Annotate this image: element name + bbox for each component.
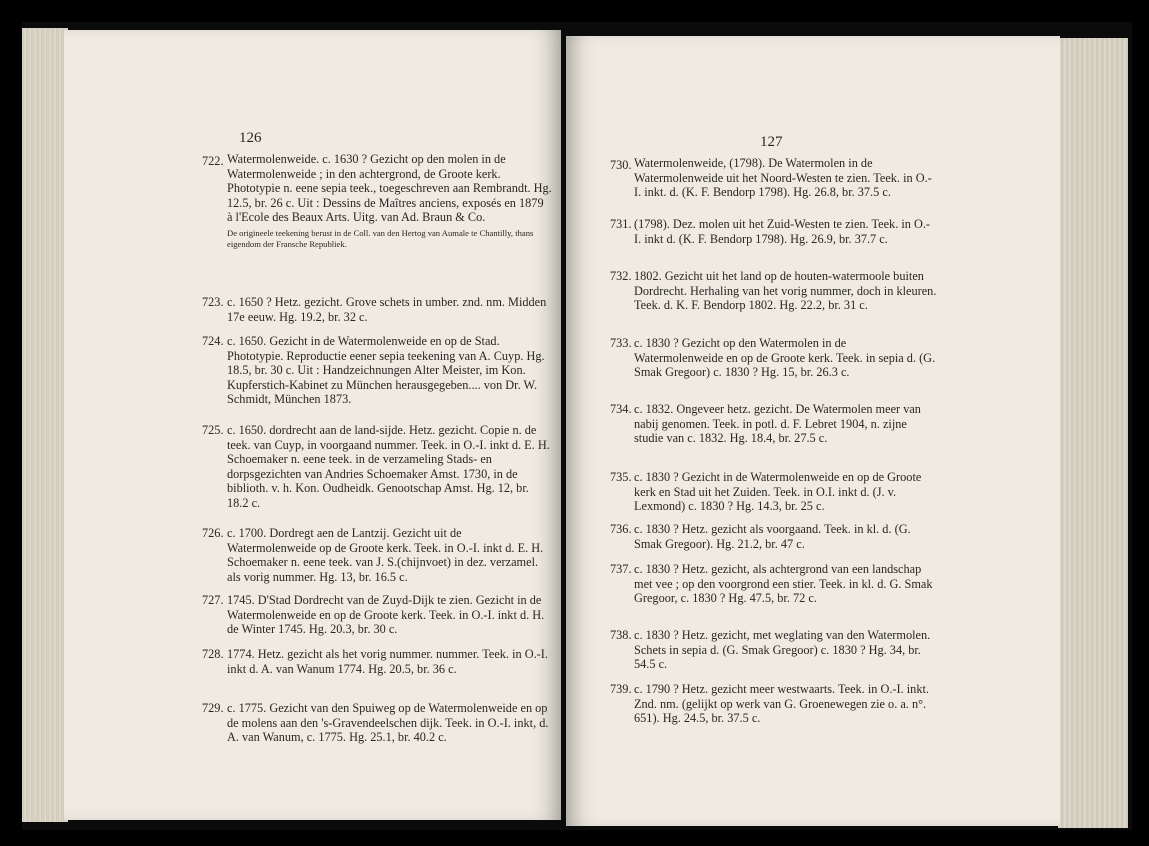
entry-number: 736.: [610, 522, 632, 536]
entry-text: [634, 562, 937, 606]
entry-body: Watermolenweide, (1798). De Watermolen in de Watermolenweide uit het Noord-Westen te zien. Teek. in O.-I. inkt. d. (K. F. Bendorp 1798). Hg. 26.8, br. 37.5 c.: [634, 156, 932, 200]
entry-text: [227, 295, 552, 324]
entry-text: [634, 156, 937, 200]
left-page-edges: [22, 28, 68, 822]
entry-body: (1798). Dez. molen uit het Zuid-Westen te zien. Teek. in O.-I. inkt d. (K. F. Bendorp 1798). Hg. 26.9, br. 37.7 c.: [634, 217, 931, 246]
entry-body: 1745. D'Stad Dordrecht van de Zuyd-Dijk te zien. Gezicht in de Watermolenweide en op de Groote kerk. Teek. in O.-I. inkt d. H. de Winter 1745. Hg. 20.3, br. 30 c.: [227, 593, 545, 637]
entry-text: [227, 647, 552, 676]
entry-body: c. 1650. Gezicht in de Watermolenweide en op de Stad. Phototypie. Reproductie eener sepia teekening van A. Cuyp. Hg. 18.5, br. 30 c. Uit : Handzeichnungen Alter Meister, im Kon. Kupferstich-Kabinet zu München herausgegeben.... von Dr. W. Schmidt, München 1873.: [227, 334, 545, 407]
entry-text: [227, 152, 552, 250]
entry-text: [634, 217, 937, 246]
entry-text: [634, 269, 937, 313]
entry-body: c. 1650 ? Hetz. gezicht. Grove schets in umber. znd. nm. Midden 17e eeuw. Hg. 19.2, br. 32 c.: [227, 295, 547, 324]
entry-number: 724.: [202, 334, 224, 348]
right-page-edges: [1058, 38, 1128, 828]
page-number: 127: [760, 134, 783, 150]
entry-text: [634, 470, 937, 514]
entry-text: [634, 402, 937, 446]
entry-body: c. 1700. Dordregt aen de Lantzij. Gezicht uit de Watermolenweide op de Groote kerk. Teek. in O.-I. inkt d. E. H. Schoemaker n. eene teek. van J. S.(chijnvoet) in dez. verzamel. als vorig nummer. Hg. 13, br. 16.5 c.: [227, 526, 544, 584]
entry-body: c. 1830 ? Hetz. gezicht, als achtergrond van een landschap met vee ; op den voorgrond een stier. Teek. in kl. d. G. Smak Gregoor, c. 1830 ? Hg. 47.5, br. 72 c.: [634, 562, 933, 606]
entry-number: 735.: [610, 470, 632, 484]
entry-number: 733.: [610, 336, 632, 350]
entry-text: [634, 522, 937, 551]
entry-number: 722.: [202, 154, 224, 168]
page-number: 126: [239, 130, 262, 146]
entry-body: c. 1830 ? Hetz. gezicht, met weglating van den Watermolen. Schets in sepia d. (G. Smak Gregoor) c. 1830 ? Hg. 34, br. 54.5 c.: [634, 628, 931, 672]
entry-number: 726.: [202, 526, 224, 540]
entry-body: c. 1832. Ongeveer hetz. gezicht. De Watermolen meer van nabij genomen. Teek. in potl. d. F. Lebret 1904, n. zijne studie van c. 1832. Hg. 18.4, br. 27.5 c.: [634, 402, 921, 446]
entry-number: 738.: [610, 628, 632, 642]
entry-body: c. 1830 ? Hetz. gezicht als voorgaand. Teek. in kl. d. (G. Smak Gregoor). Hg. 21.2, br. 47 c.: [634, 522, 911, 551]
entry-body: c. 1830 ? Gezicht op den Watermolen in de Watermolenweide en op de Groote kerk. Teek. in sepia d. (G. Smak Gregoor) c. 1830 ? Hg. 15, br. 26.3 c.: [634, 336, 936, 380]
entry-text: [634, 682, 937, 726]
entry-body: 1802. Gezicht uit het land op de houten-watermoole buiten Dordrecht. Herhaling van het vorig nummer, doch in kleuren. Teek. d. K. F. Bendorp 1802. Hg. 22.2, br. 31 c.: [634, 269, 937, 313]
entry-number: 734.: [610, 402, 632, 416]
entry-number: 725.: [202, 423, 224, 437]
entry-number: 729.: [202, 701, 224, 715]
entry-number: 730.: [610, 158, 632, 172]
entry-number: 723.: [202, 295, 224, 309]
entry-text: [634, 336, 937, 380]
entry-number: 731.: [610, 217, 632, 231]
entry-number: 739.: [610, 682, 632, 696]
entry-text: [227, 701, 552, 745]
entry-note: De origineele teekening berust in de Coll. van den Hertog van Aumale te Chantilly, thans eigendom der Fransche Republiek.: [227, 227, 534, 249]
entry-number: 727.: [202, 593, 224, 607]
entry-body: c. 1790 ? Hetz. gezicht meer westwaarts. Teek. in O.-I. inkt. Znd. nm. (gelijkt op werk van G. Groenewegen zie o. a. n°. 651). Hg. 24.5, br. 37.5 c.: [634, 682, 929, 726]
entry-text: [634, 628, 937, 672]
entry-number: 732.: [610, 269, 632, 283]
entry-body: c. 1830 ? Gezicht in de Watermolenweide en op de Groote kerk en Stad uit het Zuiden. Teek. in O.I. inkt d. (J. v. Lexmond) c. 1830 ? Hg. 14.3, br. 25 c.: [634, 470, 922, 514]
left-page: [64, 30, 561, 820]
entry-body: 1774. Hetz. gezicht als het vorig nummer. nummer. Teek. in O.-I. inkt d. A. van Wanum 1774. Hg. 20.5, br. 36 c.: [227, 647, 548, 676]
entry-body: c. 1775. Gezicht van den Spuiweg op de Watermolenweide en op de molens aan den 's-Gravendeelschen dijk. Teek. in O.-I. inkt, d. A. van Wanum, c. 1775. Hg. 25.1, br. 40.2 c.: [227, 701, 549, 745]
entry-text: [227, 526, 552, 584]
entry-text: [227, 593, 552, 637]
entry-text: [227, 423, 552, 511]
entry-body: Watermolenweide. c. 1630 ? Gezicht op den molen in de Watermolenweide ; in den achtergrond, de Groote kerk. Phototypie n. eene sepia teek., toegeschreven aan Rembrandt. Hg. 12.5, br. 26 c. Uit : Dessins de Maîtres anciens, exposés en 1879 à l'Ecole des Beaux Arts. Uitg. van Ad. Braun & Co.: [227, 152, 552, 225]
right-page: [566, 36, 1060, 826]
entry-text: [227, 334, 552, 407]
entry-number: 728.: [202, 647, 224, 661]
entry-body: c. 1650. dordrecht aan de land-sijde. Hetz. gezicht. Copie n. de teek. van Cuyp, in voorgaand nummer. Teek. in O.-I. inkt d. E. H. Schoemaker n. eene teek. in de verzameling Stads- en dorpsgezichten van Andries Schoemaker Amst. 1730, in de biblioth. v. h. Kon. Oudheidk. Genootschap Amst. Hg. 12, br. 18.2 c.: [227, 423, 550, 510]
entry-number: 737.: [610, 562, 632, 576]
